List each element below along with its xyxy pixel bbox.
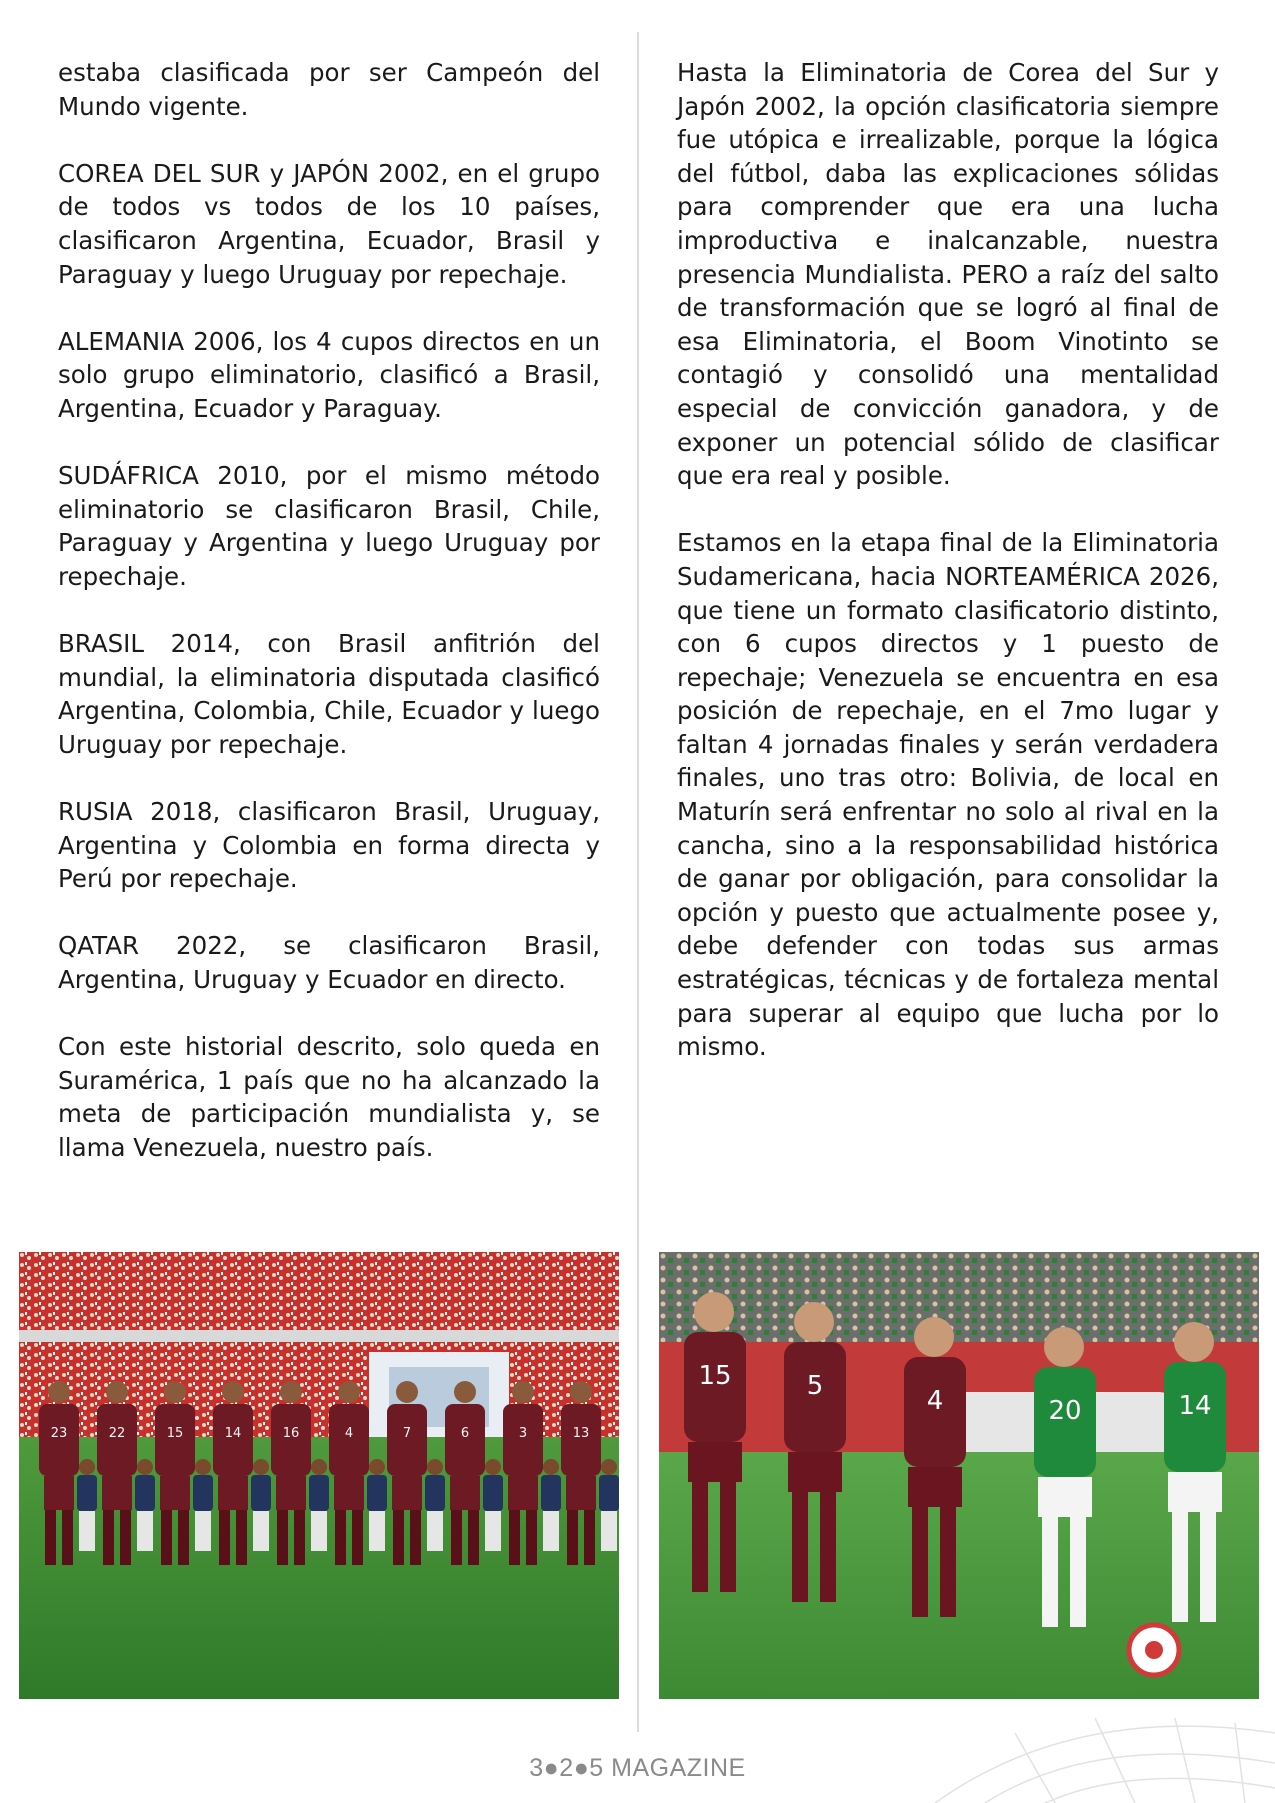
jersey-number: 14 — [1178, 1391, 1212, 1421]
jersey-number: 14 — [224, 1426, 242, 1441]
jersey-number: 6 — [460, 1426, 470, 1441]
right-column — [677, 56, 1219, 1097]
jersey-number: 3 — [518, 1426, 528, 1441]
jersey-number: 16 — [282, 1426, 300, 1441]
column-divider — [637, 32, 639, 1732]
jersey-number: 4 — [344, 1426, 354, 1441]
match-action-photo — [659, 1252, 1259, 1699]
paragraph: BRASIL 2014, con Brasil anfitrión del mundial, la eliminatoria disputada clasificó Argentina, Colombia, Chile, Ecuador y luego Uruguay por repechaje. — [58, 629, 600, 759]
paragraph: RUSIA 2018, clasificaron Brasil, Uruguay, Argentina y Colombia en forma directa y Perú por repechaje. — [58, 797, 600, 894]
jersey-number: 7 — [402, 1426, 412, 1441]
footer-magazine-label: 3●2●5 MAGAZINE — [529, 1754, 746, 1782]
jersey-number: 13 — [572, 1426, 590, 1441]
paragraph: Con este historial descrito, solo queda en Suramérica, 1 país que no ha alcanzado la meta de participación mundialista y, se llama Venezuela, nuestro país. — [58, 1032, 600, 1162]
jersey-number: 15 — [698, 1361, 732, 1391]
paragraph: SUDÁFRICA 2010, por el mismo método eliminatorio se clasificaron Brasil, Chile, Paraguay y Argentina y luego Uruguay por repechaje. — [58, 461, 600, 591]
jersey-number: 23 — [50, 1426, 68, 1441]
jersey-number: 20 — [1048, 1396, 1082, 1426]
team-lineup-photo — [19, 1252, 619, 1699]
left-column — [58, 56, 600, 1198]
paragraph: QATAR 2022, se clasificaron Brasil, Argentina, Uruguay y Ecuador en directo. — [58, 931, 600, 995]
jersey-number: 15 — [166, 1426, 184, 1441]
decorative-net-icon — [895, 1693, 1275, 1803]
paragraph: Estamos en la etapa final de la Eliminatoria Sudamericana, hacia NORTEAMÉRICA 2026, que tiene un formato clasificatorio distinto, con 6 cupos directos y 1 puesto de repechaje; Venezuela se encuentra en esa posición de repechaje, en el 7mo lugar y faltan 4 jornadas finales y serán verdadera finales, uno tras otro: Bolivia, de local en Maturín será enfrentar no solo al rival en la cancha, sino a la responsabilidad histórica de ganar por obligación, para consolidar la opción y puesto que actualmente posee y, debe defender con todas sus armas estratégicas, técnicas y de fortaleza mental para superar al equipo que lucha por lo mismo. — [677, 528, 1219, 1062]
paragraph: estaba clasificada por ser Campeón del Mundo vigente. — [58, 58, 600, 121]
jersey-number: 22 — [108, 1426, 126, 1441]
jersey-number: 5 — [806, 1371, 824, 1401]
paragraph: COREA DEL SUR y JAPÓN 2002, en el grupo de todos vs todos de los 10 países, clasificaron Argentina, Ecuador, Brasil y Paraguay y luego Uruguay por repechaje. — [58, 158, 600, 289]
paragraph: ALEMANIA 2006, los 4 cupos directos en un solo grupo eliminatorio, clasificó a Brasil, Argentina, Ecuador y Paraguay. — [58, 326, 600, 423]
paragraph: Hasta la Eliminatoria de Corea del Sur y Japón 2002, la opción clasificatoria siempre fue utópica e irrealizable, porque la lógica del fútbol, daba las explicaciones sólidas para comprender que era una lucha improductiva e inalcanzable, nuestra presencia Mundialista. PERO a raíz del salto de transformación que se logró al final de esa Eliminatoria, el Boom Vinotinto se contagió y consolidó una mentalidad especial de convicción ganadora, y de exponer un potencial sólido de clasificar que era real y posible. — [677, 58, 1219, 491]
jersey-number: 4 — [926, 1386, 944, 1416]
